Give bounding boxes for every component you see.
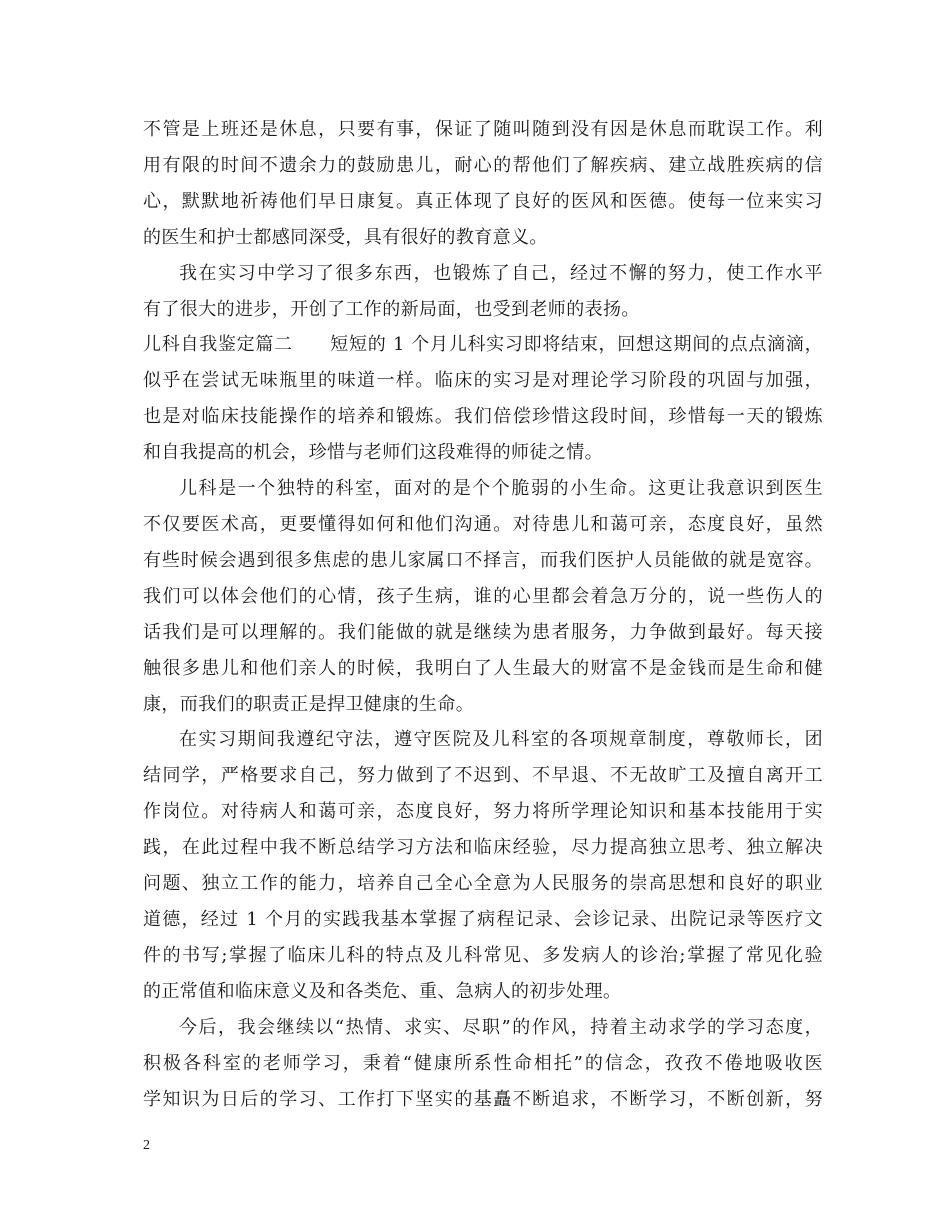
- text-line: 在实习期间我遵纪守法，遵守医院及儿科室的各项规章制度，尊敬师长，团: [179, 729, 823, 750]
- text-line: 不仅要医术高，更要懂得如何和他们沟通。对待患儿和蔼可亲，态度良好，虽然: [143, 514, 823, 535]
- text-line: 件的书写;掌握了临床儿科的特点及儿科常见、多发病人的诊治;掌握了常见化验: [143, 945, 823, 966]
- text-line: 有了很大的进步，开创了工作的新局面，也受到老师的表扬。: [143, 299, 640, 320]
- text-line: 今后，我会继续以“热情、求实、尽职”的作风，持着主动求学的学习态度，: [179, 1017, 823, 1038]
- text-line: 话我们是可以理解的。我们能做的就是继续为患者服务，力争做到最好。每天接: [143, 622, 823, 643]
- text-line: 我们可以体会他们的心情，孩子生病，谁的心里都会着急万分的，说一些伤人的: [143, 586, 823, 607]
- text-line: 也是对临床技能操作的培养和锻炼。我们倍偿珍惜这段时间，珍惜每一天的锻炼: [143, 406, 823, 427]
- text-line: 学知识为日后的学习、工作打下坚实的基矗不断追求，不断学习，不断创新，努: [143, 1089, 823, 1110]
- text-line: 用有限的时间不遗余力的鼓励患儿，耐心的帮他们了解疾病、建立战胜疾病的信: [143, 155, 823, 176]
- text-line: 积极各科室的老师学习，秉着“健康所系性命相托”的信念，孜孜不倦地吸收医: [143, 1053, 823, 1074]
- text-line: 道德，经过 1 个月的实践我基本掌握了病程记录、会诊记录、出院记录等医疗文: [143, 909, 823, 930]
- text-line: 践，在此过程中我不断总结学习方法和临床经验，尽力提高独立思考、独立解决: [143, 837, 823, 858]
- text-line: 的医生和护士都感同深受，具有很好的教育意义。: [143, 227, 548, 248]
- text-line: 触很多患儿和他们亲人的时候，我明白了人生最大的财富不是金钱而是生命和健: [143, 658, 823, 679]
- text-line: 的正常值和临床意义及和各类危、重、急病人的初步处理。: [143, 981, 622, 1002]
- text-line: 问题、独立工作的能力，培养自己全心全意为人民服务的崇高思想和良好的职业: [143, 873, 823, 894]
- text-line: 心，默默地祈祷他们早日康复。真正体现了良好的医风和医德。使每一位来实习: [143, 191, 823, 212]
- text-line: 有些时候会遇到很多焦虑的患儿家属口不择言，而我们医护人员能做的就是宽容。: [143, 550, 823, 571]
- page-number: 2: [143, 1138, 150, 1153]
- text-line: 不管是上班还是休息，只要有事，保证了随叫随到没有因是休息而耽误工作。利: [143, 119, 823, 140]
- text-line: 和自我提高的机会，珍惜与老师们这段难得的师徒之情。: [143, 442, 603, 463]
- text-line: 我在实习中学习了很多东西，也锻炼了自己，经过不懈的努力，使工作水平: [179, 263, 823, 284]
- section-heading-line: 儿科自我鉴定篇二 短短的 1 个月儿科实习即将结束，回想这期间的点点滴滴，: [143, 334, 823, 355]
- text-line: 儿科是一个独特的科室，面对的是个个脆弱的小生命。这更让我意识到医生: [179, 478, 823, 499]
- text-line: 似乎在尝试无味瓶里的味道一样。临床的实习是对理论学习阶段的巩固与加强，: [143, 370, 823, 391]
- text-line: 康，而我们的职责正是捍卫健康的生命。: [143, 694, 475, 715]
- text-line: 作岗位。对待病人和蔼可亲，态度良好，努力将所学理论知识和基本技能用于实: [143, 801, 823, 822]
- text-line: 结同学，严格要求自己，努力做到了不迟到、不早退、不无故旷工及擅自离开工: [143, 765, 823, 786]
